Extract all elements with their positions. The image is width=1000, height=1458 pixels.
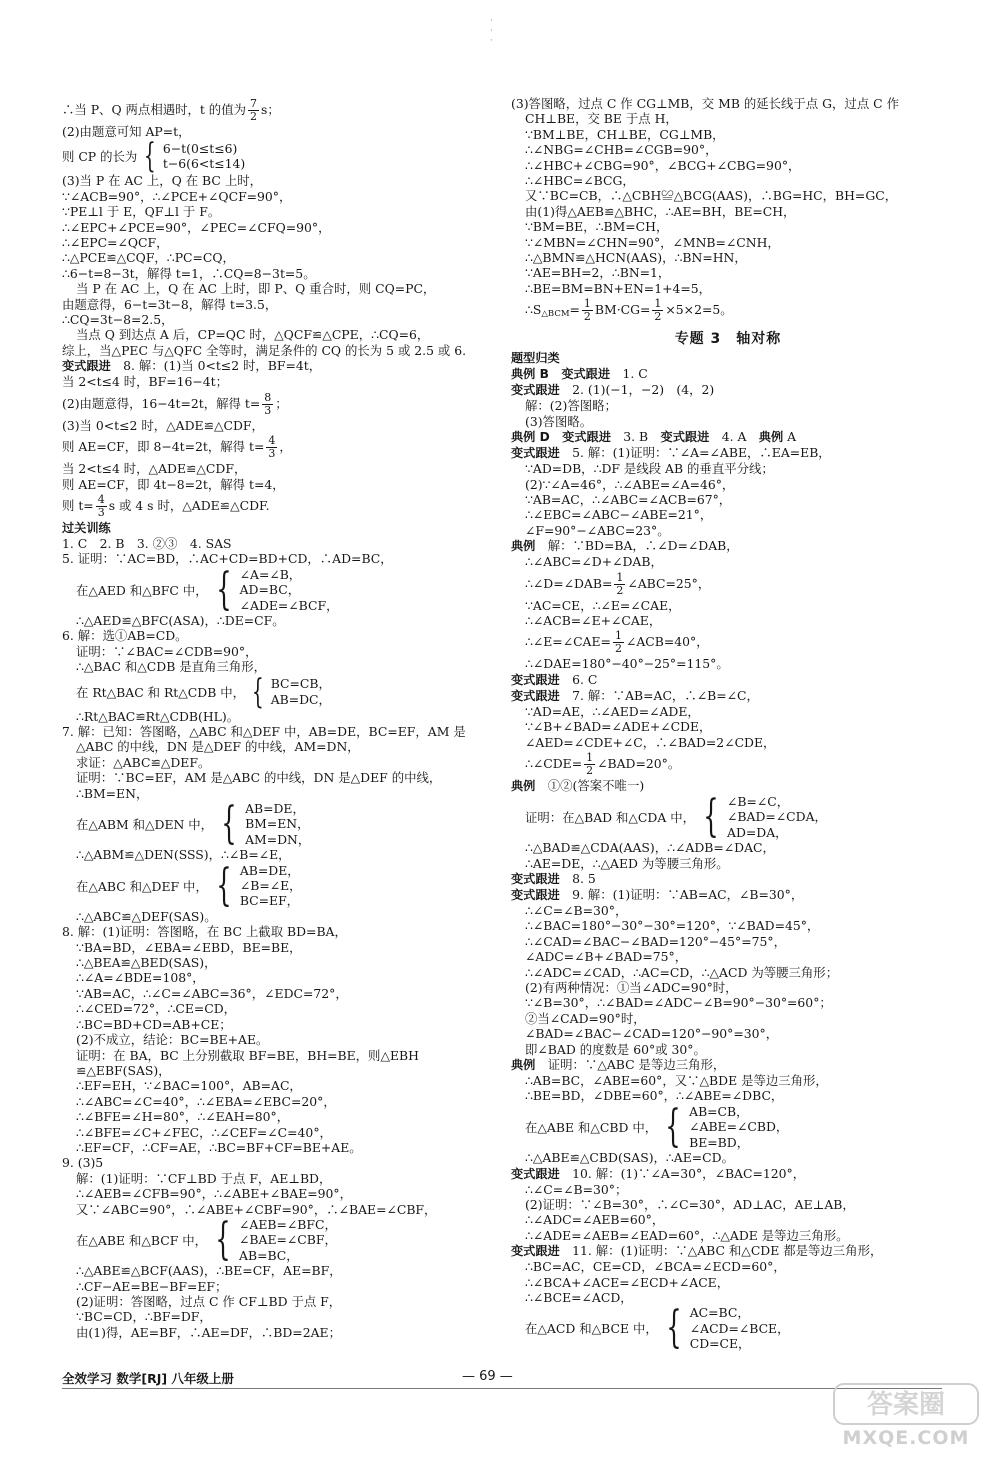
text-line: ∴Rt△BAC≌Rt△CDB(HL)。 [76,708,240,724]
text-line: ∴△BEA≌△BED(SAS)， [76,955,217,971]
text-line: ∴BE=BM=BN+EN=1+4=5， [525,280,711,296]
brace: { [221,798,237,850]
case-line: t−6(6<t≤14) [162,156,246,172]
text-line: ∴△ABE≌△CBD(SAS)，∴AE=CD。 [525,1150,734,1166]
text-line: ∵AE=BH=2，∴BN=1， [525,265,671,281]
text-line: ∴△BAC 和△CDB 是直角三角形， [76,659,266,675]
text-line: (3)当 P 在 AC 上，Q 在 BC 上时， [62,173,262,189]
text-line: ∴AE=DE，∴△AED 为等腰三角形。 [525,855,729,871]
text-line: ∴△AED≌△BFC(ASA)，∴DE=CF。 [76,612,285,628]
text-line: (3)答图略。 [525,413,593,429]
equation-system: 在△ACD 和△BCE 中， { AC=BC， ∠ACD=∠BCE， CD=CE， [525,1302,790,1354]
text-line: ∴BM=EN， [76,785,149,801]
text-line: 典例 D 变式跟进 3. B 变式跟进 4. A 典例 A [511,429,797,445]
text-line: 变式跟进 6. C [511,671,598,687]
text-line: (2)∵∠A=46°，∴∠ABE=∠A=46°， [525,476,735,492]
text-line: ∴BE=BD，∠DBE=60°，∴∠ABE=∠DBC， [525,1088,784,1104]
text-line: ∴∠E=∠CAE= $\frac{1}{2}$ ∠ACB=40°， [525,629,709,656]
fraction: $\frac{1}{2}$ [583,297,591,324]
text-line: 变式跟进 2. (1)(−1，−2) (4，2) [511,382,715,398]
watermark-logo [826,1380,986,1452]
equation-system: 在△ABM 和△DEN 中， { AB=DE， BM=EN， AM=DN， [76,798,311,850]
text-line: 当 P 在 AC 上，Q 在 AC 上时，即 P、Q 重合时，则 CQ=PC， [76,281,436,297]
piecewise-block: 则 CP 的长为 { 6−t(0≤t≤6) t−6(6<t≤14) [62,136,246,177]
text-line: (2)不成立，结论：BC=BE+AE。 [76,1032,269,1048]
text-line: ∵PE⊥l 于 E，QF⊥l 于 F。 [62,204,221,220]
text-line: ∴∠A=∠BDE=108°， [76,970,205,986]
text-line: 典例 解：∵BD=BA，∴∠D=∠DAB， [511,538,739,554]
page-number: — 69 — [462,1369,513,1384]
svg-text:MXQE.COM: MXQE.COM [842,1427,970,1449]
text-line: 7. 解：已知：答图略，△ABC 和△DEF 中，AB=DE，BC=EF，AM 是 [62,723,466,739]
fraction: $\frac{8}{3}$ [264,390,272,417]
text-line: ∴△PCE≌△CQF，∴PC=CQ， [62,250,235,266]
text-line: 5. 证明：∵AC=BD，∴AC+CD=BD+CD，∴AD=BC， [62,551,393,567]
text-line: ∠F=90°−∠ABC=23°。 [525,522,670,538]
text-line: ∴∠BFE=∠C+∠FEC，∴∠CEF=∠C=40°， [76,1124,332,1140]
fraction: $\frac{1}{2}$ [614,629,622,656]
text-line: 变式跟进 5. 解：(1)证明：∵∠A=∠ABE，∴EA=EB， [511,445,831,461]
left-column [62,96,480,1340]
text-line: ∴∠BCA+∠ACE=∠ECD+∠ACE， [525,1274,730,1290]
topic-title: 专题 3 轴对称 [674,331,782,348]
text-line: ∵AB=AC，∴∠ABC=∠ACB=67°， [525,491,732,507]
text-line: ∴∠ADE=∠AEB=∠EAD=60°，∴△ADE 是等边三角形。 [525,1227,849,1243]
brace: { [665,1100,681,1152]
text-line: ∴∠BCE=∠ACD， [525,1289,633,1305]
text-line: ∴∠DAE=180°−40°−25°=115°。 [525,656,729,672]
text-line: ②当∠CAD=90°时， [525,1010,646,1026]
text-line: ∴∠CAD=∠BAC−∠BAD=120°−45°=75°， [525,933,786,949]
section-heading: 过关训练 [62,520,111,535]
brace: { [144,136,157,177]
text-line: 典例 B 变式跟进 1. C [511,366,648,382]
text-line: ∴∠CED=72°，∴CE=CD， [76,1001,237,1017]
text-line: ∴△ABE≌△BCF(AAS)，∴BE=CF，AE=BF， [76,1263,342,1279]
text-line: 即∠BAD 的度数是 60°或 30°。 [525,1041,706,1057]
brace: { [215,1214,231,1266]
text-line: ∵BA=BD，∠EBA=∠EBD，BE=BE， [76,939,302,955]
text-line: ∴△BMN≌△HCN(AAS)，∴BN=HN， [525,250,747,266]
text-line: 当 2<t≤4 时，BF=16−4t； [62,374,229,390]
text-line: (2)由题意得，16−4t=2t，解得 t= $\frac{8}{3}$ ； [62,390,288,417]
text-line: 变式跟进 9. 解：(1)证明：∵AB=AC，∠B=30°， [511,887,804,902]
text-line: 由(1)得△AEB≌△BHC，∴AE=BH，BE=CH， [525,203,796,219]
text-line: ∴∠EPC=∠QCF， [62,235,169,251]
text-line: 由(1)得，AE=BF，∴AE=DF，∴BD=2AE； [76,1324,341,1340]
text-line: 证明：在 BA，BC 上分别截取 BF=BE，BH=BE，则△EBH [76,1047,419,1063]
equation-system: 在△ABE 和△CBD 中， { AB=CB， ∠ABE=∠CBD， BE=BD， [525,1100,789,1152]
text-line: ∴∠ADC=∠CAD，∴AC=CD，∴△ACD 为等腰三角形； [525,964,839,980]
text-line: 则 t= $\frac{4}{3}$ s 或 4 s 时，△ADE≌△CDF. [62,492,270,519]
text-line: 8. 解：(1)证明：答图略，在 BC 上截取 BD=BA， [62,924,347,940]
text-line: $\therefore S_{\triangle BCM}=$ $\frac{1}{2}$ BM·CG= $\frac{1}{2}$ ×5×2=5。 [525,297,733,324]
text-line: ∵∠B+∠BAD=∠ADE+∠CDE， [525,719,712,735]
text-line: ∴∠EPC+∠PCE=90°，∠PEC=∠CFQ=90°， [62,219,331,235]
text-line: ∴EF=EH，∵∠BAC=100°，AB=AC， [76,1078,302,1094]
text-line: 解：(2)答图略； [525,398,617,414]
text-line: 当 2<t≤4 时，△ADE≌△CDF， [62,461,247,477]
footer-divider [62,1388,942,1389]
text-line: (3)答图略，过点 C 作 CG⊥MB，交 MB 的延长线于点 G，过点 C 作 [511,96,899,111]
text-line: ∴∠D=∠DAB= $\frac{1}{2}$ ∠ABC=25°， [525,570,711,597]
text-line: ∴∠C=∠B=30°， [525,903,628,918]
text-line: 证明：∵∠BAC=∠CDB=90°， [76,643,258,659]
text-line: ∴△ABC≌△DEF(SAS)。 [76,908,217,924]
text-line: CH⊥BE，交 BE 于点 H， [525,111,678,127]
text-line: 变式跟进 11. 解：(1)证明：∵△ABC 和△CDE 都是等边三角形， [511,1243,883,1259]
text-line: (3)当 0<t≤2 时，△ADE≌△CDF， [62,417,264,433]
text-line: ∴∠HBC+∠CBG=90°，∠BCG+∠CBG=90°， [525,157,801,173]
text-line: 求证：△ABC≌△DEF。 [76,754,211,770]
equation-system: 在 Rt△BAC 和 Rt△CDB 中， { BC=CB， AB=DC， [76,671,331,712]
text-line: 综上，当△PEC 与△QFC 全等时，满足条件的 CQ 的长为 5 或 2.5 或 6. [62,342,467,358]
section-heading: 题型归类 [511,351,560,366]
text-line: (2)由题意可知 AP=t， [62,124,191,139]
brace: { [215,563,232,615]
equation-system: 在△ABE 和△BCF 中， { ∠AEB=∠BFC， ∠BAE=∠CBF， AB=BC， [76,1214,337,1266]
text-line: 证明：∵BC=EF，AM 是△ABC 的中线，DN 是△DEF 的中线， [76,770,442,786]
text-line: ∠ADC=∠B+∠BAD=75°， [525,949,688,965]
text-line: ∴AB=BC，∠ABE=60°，又∵△BDE 是等边三角形， [525,1073,828,1089]
text-line: 典例 ①②(答案不唯一) [511,777,645,793]
text-line: ∴∠EBC=∠ABC−∠ABE=21°， [525,507,713,523]
fraction: $\frac{4}{3}$ [97,492,105,519]
text-line: ∵AD=DB，∴DF 是线段 AB 的垂直平分线； [525,461,774,477]
text-line: ∴∠NBG=∠CHB=∠CGB=90°， [525,142,718,158]
text-line: 9. (3)5 [62,1155,104,1171]
svg-text:答案圈: 答案圈 [866,1390,946,1420]
text-line: (2)证明：答图略，过点 C 作 CF⊥BD 于点 F， [76,1294,342,1309]
text-line: 又∵BC=CB，∴△CBH≌△BCG(AAS)，∴BG=HC，BH=GC， [525,188,898,204]
text-line: ∵∠MBN=∠CHN=90°，∠MNB=∠CNH， [525,234,780,250]
scan-marks: · · · [490,16,493,46]
text-line: ∴∠CDE= $\frac{1}{2}$ ∠BAD=20°。 [525,750,681,777]
text-line: 变式跟进 10. 解：(1)∵∠A=30°，∠BAC=120°， [511,1165,806,1181]
text-line: ∵BM=BE，∴BM=CH， [525,219,669,235]
right-column [511,96,945,1352]
fraction: $\frac{4}{3}$ [268,434,276,461]
text-line: ∵∠ACB=90°，∴∠PCE+∠QCF=90°， [62,188,292,204]
text-line: ∴CF−AE=BE−BF=EF； [76,1278,228,1294]
text-line: 当点 Q 到达点 A 后，CP=QC 时，△QCF≌△CPE，∴CQ=6， [76,327,430,343]
text-line: ∠AED=∠CDE+∠C，∴∠BAD=2∠CDE， [525,734,776,750]
section-label: 变式跟进 [62,359,111,374]
case-line: 6−t(0≤t≤6) [162,141,238,156]
text-line: ∴△BAD≌△CDA(AAS)，∴∠ADB=∠DAC， [525,840,775,856]
text-line: ∴∠ACB=∠E+∠CAE， [525,612,662,628]
text-line: ∴EF=CF，∴CF=AE，∴BC=BF+CF=BE+AE。 [76,1139,362,1155]
text-line: ∴∠ADC=∠AEB=60°， [525,1212,665,1228]
brace: { [251,671,264,712]
text-line: 6. 解：选①AB=CD。 [62,628,188,644]
text-line: ∴BC=BD+CD=AB+CE； [76,1016,232,1032]
footer-book-title: 全效学习 数学[RJ] 八年级上册 [62,1371,234,1386]
text-line: ∵AD=AE，∴∠AED=∠ADE， [525,703,700,719]
equation-system: 证明：在△BAD 和△CDA 中， { ∠B=∠C， ∠BAD=∠CDA， AD=DA， [525,791,827,843]
text-line: 变式跟进 7. 解：∵AB=AC，∴∠B=∠C， [511,687,759,703]
text-line: 变式跟进 8. 5 [511,871,596,886]
text-line: ∵∠B=30°，∴∠BAD=∠ADC−∠B=90°−30°=60°； [525,995,832,1011]
brace: { [216,859,232,911]
text-line: ∵AB=AC，∴∠C=∠ABC=36°，∠EDC=72°， [76,985,348,1001]
fraction: $\frac{1}{2}$ [586,750,594,777]
text-line: 则 AE=CF，即 4t−8=2t，解得 t=4， [62,476,285,492]
text-line: ∵AC=CE，∴∠E=∠CAE， [525,597,681,613]
text-line: 则 AE=CF，即 8−4t=2t，解得 t= $\frac{4}{3}$ ， [62,434,292,461]
equation-system: 在△ABC 和△DEF 中， { AB=DE， ∠B=∠E， BC=EF， [76,859,302,911]
text-line: 由题意得，6−t=3t−8，解得 t=3.5， [62,296,278,312]
text-line: ∴∠AEB=∠CFB=90°，∴∠ABE+∠BAE=90°， [76,1186,353,1202]
text-line: △ABC 的中线，DN 是△DEF 的中线，AM=DN， [76,739,360,755]
text-line: ∴∠HBC=∠BCG， [525,173,635,189]
text-line: 变式跟进 8. 解：(1)当 0<t≤2 时，BF=4t， [62,358,322,374]
fraction: $\frac{1}{2}$ [616,570,624,597]
text-line: ∴∠C=∠B=30°； [525,1181,628,1197]
text-line: (2)证明：∵∠B=30°，∴∠C=30°，AD⊥AC，AE⊥AB， [525,1196,855,1212]
text-line: 1. C 2. B 3. ②③ 4. SAS [62,535,232,551]
text-line: ∴∠ABC=∠D+∠DAB， [525,554,663,570]
fraction: $\frac{1}{2}$ [654,297,662,324]
text-line: ∴BC=AC，CE=CD，∠BCA=∠ECD=60°， [525,1259,786,1275]
brace: { [703,791,719,843]
text-line: ∵BM⊥BE，CH⊥BE，CG⊥MB， [525,126,725,142]
text-line: ∴当 P、Q 两点相遇时，t 的值为 $\frac{7}{2}$ s； [62,97,280,123]
text-line: ∵BC=CD，∴BF=DF， [76,1309,212,1325]
text-line: 解：(1)证明：∵CF⊥BD 于点 F，AE⊥BD， [76,1170,332,1186]
text-line: ≌△EBF(SAS)， [76,1062,171,1078]
equation-system: 在△AED 和△BFC 中， { ∠A=∠B， AD=BC， ∠ADE=∠BCF， [76,563,339,615]
text-line: 典例 证明：∵△ABC 是等边三角形， [511,1057,726,1073]
text-line: ∴CQ=3t−8=2.5， [62,312,174,328]
text-line: ∴△ABM≌△DEN(SSS)，∴∠B=∠E， [76,847,291,863]
text-line: (2)有两种情况：①当∠ADC=90°时， [525,980,738,996]
text-line: ∴∠ABC=∠C=40°，∴∠EBA=∠EBC=20°， [76,1093,336,1109]
text-line: ∴6−t=8−3t，解得 t=1，∴CQ=8−3t=5。 [62,265,316,281]
brace: { [666,1302,682,1354]
fraction: $\frac{7}{2}$ [249,97,257,123]
text-line: ∴∠BAC=180°−30°−30°=120°，∵∠BAD=45°， [525,918,820,934]
text-line: 又∵∠ABC=90°，∴∠ABE+∠CBF=90°，∴∠BAE=∠CBF， [76,1201,437,1217]
text-line: ∴∠BFE=∠H=80°，∴∠EAH=80°， [76,1109,290,1125]
text-line: ∠BAD=∠BAC−∠CAD=120°−90°=30°， [525,1026,779,1042]
